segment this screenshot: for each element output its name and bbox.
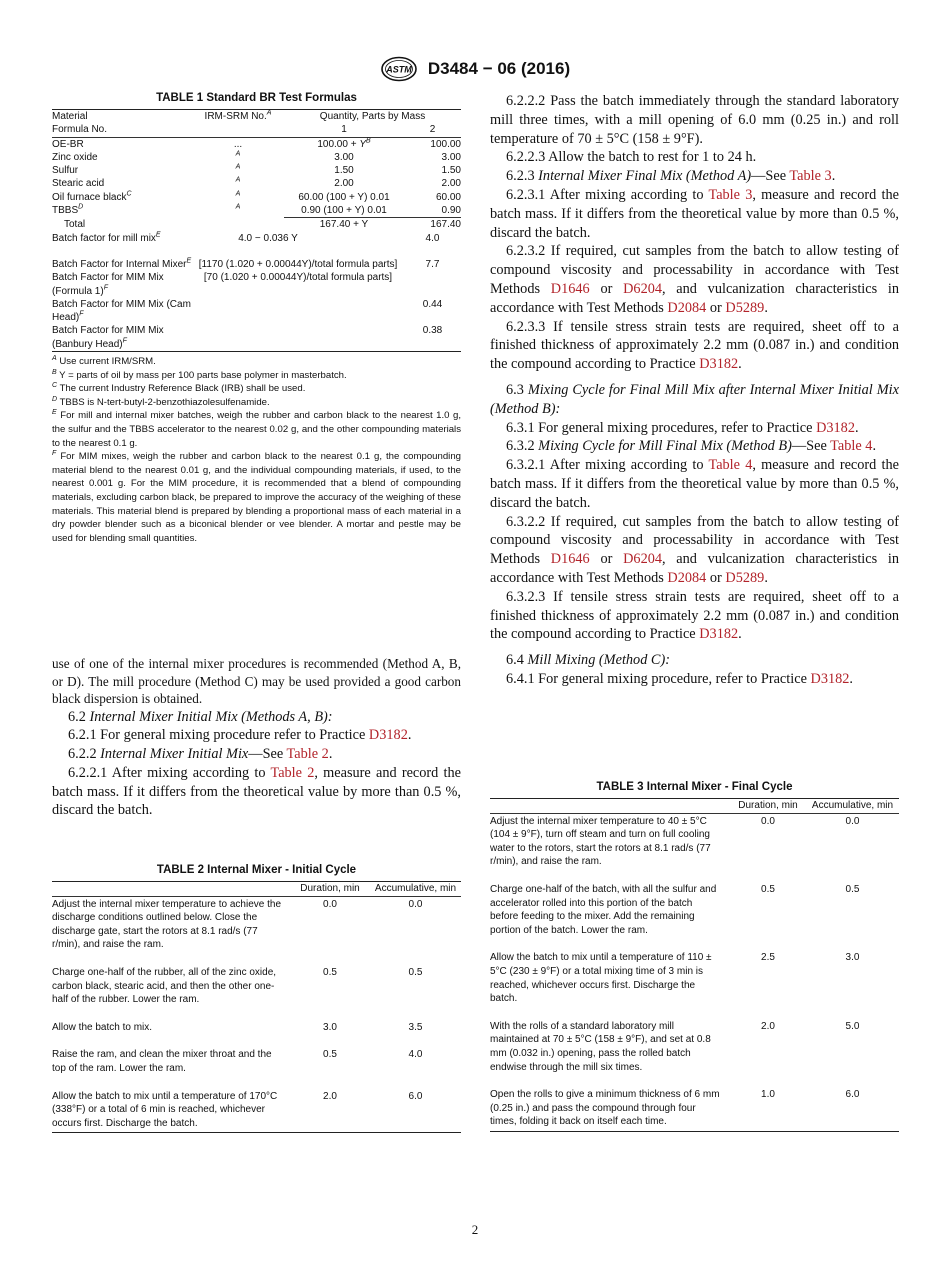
paragraph-continued: use of one of the internal mixer procedures is recommended (Method A, B, or D). The mill procedure (Method C) may be used provided a good carbon black dispersion is obtained. (52, 656, 461, 706)
section-6-2-2-3: 6.2.2.3 Allow the batch to rest for 1 to 24 h. (506, 149, 757, 166)
page-header (0, 56, 950, 82)
footnote: $^B$ Y = parts of oil by mass per 100 parts base polymer in masterbatch. (52, 368, 347, 381)
table-row: With the rolls of a standard laboratory mill maintained at 70 ± 5°C (158 ± 9°F), and set at 0.8 mm (0.032 in.) opening, pass the rolled batch endwise through the mill six times. 2.0 5.0 (490, 1020, 860, 1073)
table-row: Charge one-half of the rubber, all of the zinc oxide, carbon black, stearic acid, and then the other one-half of the rubber. Lower the ram. 0.5 0.5 (52, 966, 423, 1006)
table-row: Adjust the internal mixer temperature to achieve the discharge conditions outlined below. Close the discharge gate, start the rotors at 8.1 rad/s (77 r/min), and raise the ram. 0.0 0.0 (52, 898, 423, 951)
ref-link[interactable]: D1646 (550, 551, 590, 568)
svg-text:ASTM: ASTM (386, 64, 412, 75)
table-row: Raise the ram, and clean the mixer throat and the top of the ram. Lower the ram. 0.5 4.0 (52, 1049, 423, 1074)
table3-title: TABLE 3 Internal Mixer - Final Cycle (596, 781, 793, 793)
footnote: $^E$ For mill and internal mixer batches, weigh the rubber and carbon black to the nearest 1.0 g, the sulfur and the TBBS accelerator to the nearest 0.02 g, and the other compounding materials to the nearest 0.1 g. (52, 409, 461, 449)
table-row: Batch Factor for Internal Mixer$^E$ [1170 (1.020 + 0.00044Y)/total formula parts] 7.7 (52, 257, 440, 270)
table-row: Batch Factor for MIM Mix (Cam Head)$^F$ 0.44 (52, 298, 443, 324)
table-row: Batch Factor for MIM Mix (Formula 1)$^F$ [70 (1.020 + 0.00044Y)/total formula parts] (52, 272, 393, 297)
table1-footnotes (52, 355, 461, 545)
page-number: 2 (471, 1222, 479, 1237)
ref-link[interactable]: Table 4 (708, 457, 753, 474)
table-row: Stearic acid $^A$ 2.00 2.00 (52, 177, 461, 190)
section-6-2-3-3: 6.2.3.3 If tensile stress strain tests are required, sheet off to a finished thickness of approximately 2.2 mm (0.087 in.) and condition the compound according to Practice D3182. (490, 318, 899, 373)
ref-link[interactable]: Table 2 (286, 746, 329, 763)
ref-link[interactable]: D2084 (667, 299, 707, 316)
table-row: $TBBS^D$ $^A$ 0.90 (100 + Y) 0.01 0.90 (52, 203, 461, 217)
ref-link[interactable]: Table 3 (789, 168, 832, 185)
table3 (490, 799, 899, 1131)
ref-link[interactable]: Table 4 (830, 438, 873, 455)
table2-title: TABLE 2 Internal Mixer - Initial Cycle (156, 864, 357, 876)
table-row: Adjust the internal mixer temperature to 40 ± 5°C (104 ± 9°F), turn off steam and turn on full cooling water to the rotors, start the rotors at 8.1 rad/s (77 r/min), and raise the ram. 0.0 0.0 (490, 815, 860, 868)
ref-link[interactable]: D3182 (699, 356, 739, 373)
ref-link[interactable]: D5289 (725, 299, 765, 316)
table-row: Allow the batch to mix. 3.0 3.5 (52, 1021, 423, 1033)
table-row: Zinc oxide $^A$ 3.00 3.00 (52, 150, 461, 163)
section-6-2-2-1: 6.2.2.1 After mixing according to Table 2, measure and record the batch mass. If it differs from the theoretical value by more than 0.5 %, discard the batch. (52, 764, 461, 819)
ref-link[interactable]: D1646 (550, 280, 590, 297)
footnote: $^D$ TBBS is N-tert-butyl-2-benzothiazolesulfenamide. (52, 395, 270, 408)
table-row: OE-BR ... $100.00 + Y^B$ 100.00 (52, 137, 461, 150)
ref-link[interactable]: D3182 (816, 419, 855, 436)
ref-link[interactable]: D3182 (368, 727, 408, 744)
section-6-2: 6.2 Internal Mixer Initial Mix (Methods A, B): (68, 708, 333, 725)
ref-link[interactable]: D5289 (725, 569, 765, 586)
ref-link[interactable]: D6204 (623, 280, 663, 297)
section-6-3: 6.3 Mixing Cycle for Final Mill Mix after Internal Mixer Initial Mix (Method B): (490, 381, 899, 417)
section-6-2-2: 6.2.2 Internal Mixer Initial Mix—See Table 2. (68, 746, 333, 763)
table-row: Charge one-half of the batch, with all the sulfur and accelerator rolled into this portion of the batch before feeding to the mixer. Add the remaining portion of the batch. Lower the ram. 0.5 0.5 (490, 883, 860, 936)
col-irm-header: IRM-SRM No. (204, 111, 267, 122)
ref-link[interactable]: D6204 (623, 551, 663, 568)
footnote: $^F$ For MIM mixes, weigh the rubber and carbon black to the nearest 0.1 g, the compounding material blend to the nearest 0.01 g, and the individual compounding materials, if used, to the nearest 0.001 g. For the MIM procedure, it is recommended that a blend of compounding materials, excluding carbon black, be prepared to improve the accuracy of the weighing of these materials. This material blend is prepared by blending a proportional mass of each material in a dry powder blender such as a biconical blender or vee blender. A mortar and pestle may be used for blending small quantities. (52, 450, 461, 544)
section-6-3-2-3: 6.3.2.3 If tensile stress strain tests are required, sheet off to a finished thickness of approximately 2.2 mm (0.087 in.) and condition the compound according to Practice D3182. (490, 588, 899, 643)
document-designation: D3484 − 06 (2016) (427, 59, 571, 78)
section-6-4: 6.4 Mill Mixing (Method C): (506, 652, 670, 669)
ref-link[interactable]: D3182 (699, 626, 739, 643)
table-row: Batch Factor for MIM Mix (Banbury Head)$^F$ 0.38 (52, 324, 461, 351)
col-duration-header: Duration, min (730, 799, 806, 813)
section-6-2-3: 6.2.3 Internal Mixer Final Mix (Method A)—See Table 3. (506, 168, 836, 185)
ref-link[interactable]: D3182 (810, 670, 850, 687)
section-6-3-2-1: 6.3.2.1 After mixing according to Table 4, measure and record the batch mass. If it differs from the theoretical value by more than 0.5 %, discard the batch. (490, 457, 899, 511)
footnote: $^A$ Use current IRM/SRM. (52, 354, 156, 368)
section-6-2-3-2: 6.2.3.2 If required, cut samples from the batch to allow testing of compound viscosity and processability in accordance with Test Methods D1646 or D6204, and vulcanization characteristics in accordance with Test Methods D2084 or D5289. (490, 243, 900, 316)
section-6-2-1: 6.2.1 For general mixing procedure refer to Practice D3182. (68, 727, 412, 744)
col-formula-header: Formula No. (52, 124, 108, 136)
ref-link[interactable]: Table 2 (270, 764, 315, 781)
col-accum-header: Accumulative, min (370, 882, 461, 896)
section-6-4-1: 6.4.1 For general mixing procedure, refer to Practice D3182. (506, 670, 853, 687)
section-6-2-2-2: 6.2.2.2 Pass the batch immediately through the standard laboratory mill three times, with a mill opening of 6.0 mm (0.25 in.) and roll temperature of 70 ± 5°C (158 ± 9°F). (490, 93, 899, 147)
section-6-3-2-2: 6.3.2.2 If required, cut samples from the batch to allow testing of compound viscosity and processability in accordance with Test Methods D1646 or D6204, and vulcanization characteristics in accordance with Test Methods D2084 or D5289. (490, 513, 900, 586)
table-row: Allow the batch to mix until a temperature of 170°C (338°F) or a total of 6 min is reached, whichever occurs first. Discharge the batch. 2.0 6.0 (52, 1090, 423, 1129)
table1: Material IRM-SRM No.$^A$ Quantity, Parts by Mass Formula No. 1 2 OE-BR ... $100.00 + Y^B$ 100.00 Zinc oxide $^A$ 3.00 3.00 Sulfur $^A$ 1.50 1.50 Stearic acid $^A$ 2.00 2.00 Oil furnace black$^C$ $^A$ 60.00 (100 + Y) 0.01 60.00 $TBBS^D$ $^A$ 0.90 (100 + Y) 0.01 0.90 Total 167.40 + Y 167.40 Batch factor for mill mix$^E$ 4.0 − 0.036 Y 4.0 Batch Factor for Internal Mixer$^E$ [1170 (1.020 + 0.00044Y)/total formula parts] 7.7 Batch Factor for MIM Mix (Formula 1)$^F$ [70 (1.020 + 0.00044Y)/total formula parts] Batch Factor for MIM Mix (Cam Head)$^F$ 0.44 Batch Factor for MIM Mix (Banbury Head)$^F$ 0.38 (52, 109, 461, 350)
col-duration-header: Duration, min (290, 882, 370, 896)
table-row: Oil furnace black$^C$ $^A$ 60.00 (100 + Y) 0.01 60.00 (52, 190, 461, 203)
section-6-3-2: 6.3.2 Mixing Cycle for Mill Final Mix (Method B)—See Table 4. (506, 438, 877, 455)
ref-link[interactable]: D2084 (667, 569, 707, 586)
astm-logo-icon (380, 56, 418, 82)
col-quantity-header: Quantity, Parts by Mass (319, 111, 426, 122)
table-row: Allow the batch to mix until a temperature of 110 ± 5°C (230 ± 9°F) or a total mixing time of 3 min is reached, whichever occurs first. Discharge the batch. 2.5 3.0 (490, 952, 860, 1005)
table-row: Batch factor for mill mix$^E$ 4.0 − 0.036 Y 4.0 (52, 231, 440, 244)
col-accum-header: Accumulative, min (806, 799, 899, 813)
ref-link[interactable]: Table 3 (708, 186, 753, 203)
section-6-3-1: 6.3.1 For general mixing procedures, refer to Practice D3182. (506, 419, 859, 436)
table-row: Open the rolls to give a minimum thickness of 6 mm (0.25 in.) and pass the compound through four times, folding it back on itself each time. 1.0 6.0 (490, 1089, 860, 1128)
col-material-header: Material (52, 111, 88, 122)
table-row-total: Total 167.40 + Y 167.40 (64, 218, 461, 231)
table2 (52, 882, 461, 1132)
footnote: $^C$ The current Industry Reference Black (IRB) shall be used. (52, 382, 306, 395)
section-6-2-3-1: 6.2.3.1 After mixing according to Table 3, measure and record the batch mass. If it differs from the theoretical value by more than 0.5 %, discard the batch. (490, 186, 899, 241)
table1-title: TABLE 1 Standard BR Test Formulas (156, 92, 357, 104)
table-row: Sulfur $^A$ 1.50 1.50 (52, 163, 461, 177)
